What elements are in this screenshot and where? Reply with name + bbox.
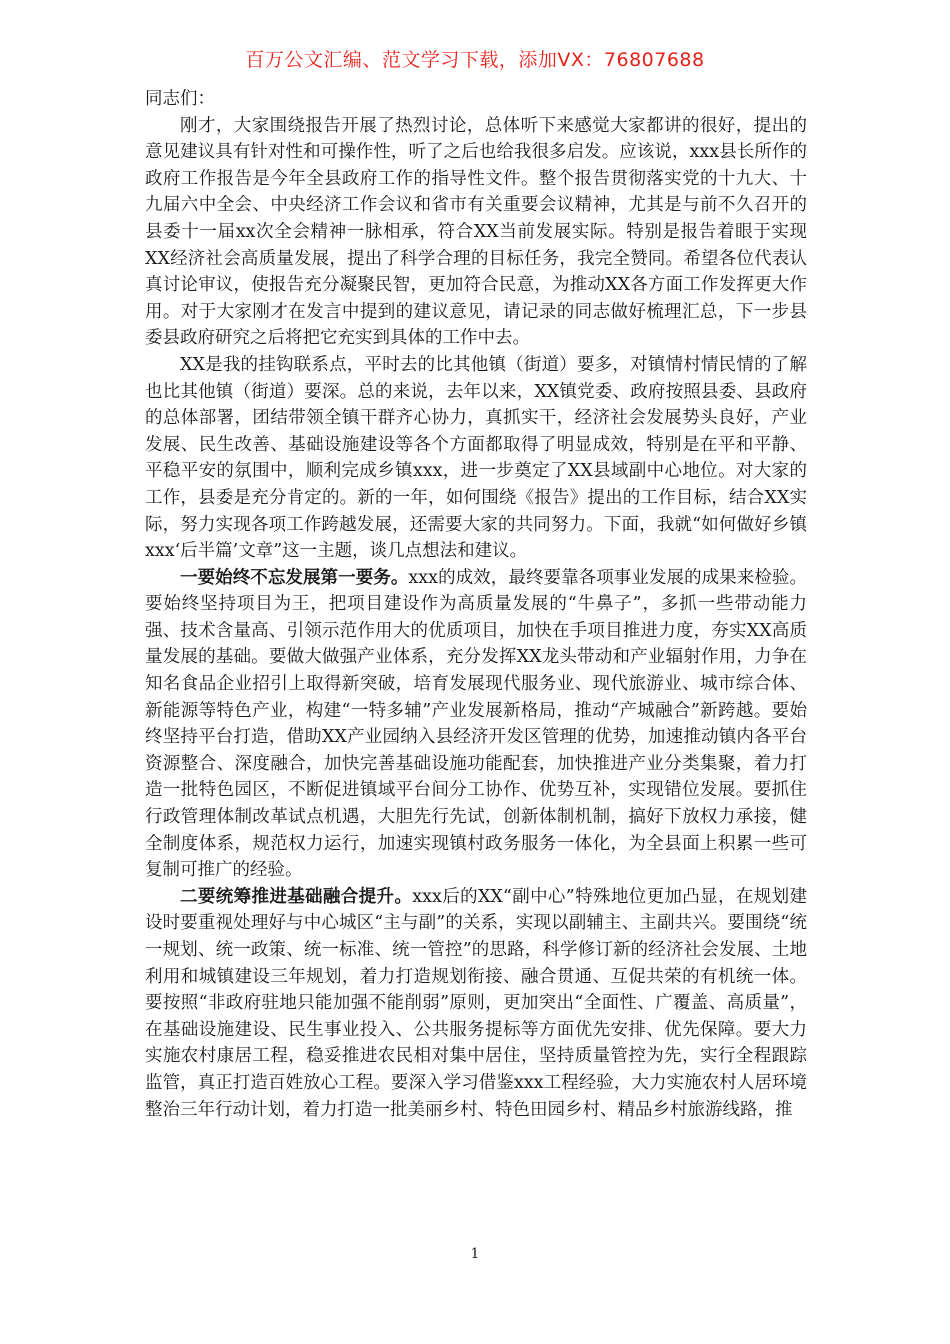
paragraph-body: xxx的成效，最终要靠各项事业发展的成果来检验。要始终坚持项目为王，把项目建设作为高质量发展的“牛鼻子”，多抓一些带动能力强、技术含量高、引领示范作用大的优质项目，加快在手项目推进力度，夯实XX高质量发展的基础。要做大做强产业体系，充分发挥XX龙头带动和产业辐射作用，力争在知名食品企业招引上取得新突破，培育发展现代服务业、现代旅游业、城市综合体、新能源等特色产业，构建“一特多辅”产业发展新格局，推动“产城融合”新跨越。要始终坚持平台打造，借助XX产业园纳入县经济开发区管理的优势，加速推动镇内各平台资源整合、深度融合，加快完善基础设施功能配套，加快推进产业分类集聚，着力打造一批特色园区，不断促进镇域平台间分工协作、优势互补，实现错位发展。要抓住行政管理体制改革试点机遇，大胆先行先试，创新体制机制，搞好下放权力承接，健全制度体系，规范权力运行，加速实现镇村政务服务一体化，为全县面上积累一些可复制可推广的经验。 [145, 567, 808, 881]
paragraph [145, 113, 807, 352]
page-number: 1 [470, 1246, 480, 1262]
header-banner: 百万公文汇编、范文学习下载，添加VX：76807688 [245, 49, 705, 71]
paragraph [145, 352, 807, 565]
salutation: 同志们： [145, 89, 215, 109]
paragraph [145, 884, 807, 1123]
paragraph-lead: 二要统筹推进基础融合提升。 [180, 886, 413, 907]
document-body [145, 86, 807, 1123]
paragraph-body: 刚才，大家围绕报告开展了热烈讨论，总体听下来感觉大家都讲的很好，提出的意见建议具有针对性和可操作性，听了之后也给我很多启发。应该说，xxx县长所作的政府工作报告是今年全县政府工作的指导性文件。整个报告贯彻落实党的十九大、十九届六中全会、中央经济工作会议和省市有关重要会议精神，尤其是与前不久召开的县委十一届xx次全会精神一脉相承，符合XX当前发展实际。特别是报告着眼于实现XX经济社会高质量发展，提出了科学合理的目标任务，我完全赞同。希望各位代表认真讨论审议，使报告充分凝聚民智，更加符合民意，为推动XX各方面工作发挥更大作用。对于大家刚才在发言中提到的建议意见，请记录的同志做好梳理汇总，下一步县委县政府研究之后将把它充实到具体的工作中去。 [145, 115, 807, 349]
paragraph-lead: 一要始终不忘发展第一要务。 [180, 567, 409, 588]
paragraph [145, 565, 807, 884]
paragraph-body: XX是我的挂钩联系点，平时去的比其他镇（街道）要多，对镇情村情民情的了解也比其他镇（街道）要深。总的来说，去年以来，XX镇党委、政府按照县委、县政府的总体部署，团结带领全镇干群齐心协力，真抓实干，经济社会发展势头良好，产业发展、民生改善、基础设施建设等各个方面都取得了明显成效，特别是在平和平静、平稳平安的氛围中，顺利完成乡镇xxx，进一步奠定了XX县域副中心地位。对大家的工作，县委是充分肯定的。新的一年，如何围绕《报告》提出的工作目标，结合XX实际，努力实现各项工作跨越发展，还需要大家的共同努力。下面，我就“如何做好乡镇xxx‘后半篇’文章”这一主题，谈几点想法和建议。 [145, 354, 807, 562]
paragraph-body: xxx后的XX“副中心”特殊地位更加凸显，在规划建设时要重视处理好与中心城区“主与副”的关系，实现以副辅主、主副共兴。要围绕“统一规划、统一政策、统一标准、统一管控”的思路，科学修订新的经济社会发展、土地利用和城镇建设三年规划，着力打造规划衔接、融合贯通、互促共荣的有机统一体。要按照“非政府驻地只能加强不能削弱”原则，更加突出“全面性、广覆盖、高质量”，在基础设施建设、民生事业投入、公共服务提标等方面优先安排、优先保障。要大力实施农村康居工程，稳妥推进农民相对集中居住，坚持质量管控为先，实行全程跟踪监管，真正打造百姓放心工程。要深入学习借鉴xxx工程经验，大力实施农村人居环境整治三年行动计划，着力打造一批美丽乡村、特色田园乡村、精品乡村旅游线路，推 [145, 886, 808, 1120]
